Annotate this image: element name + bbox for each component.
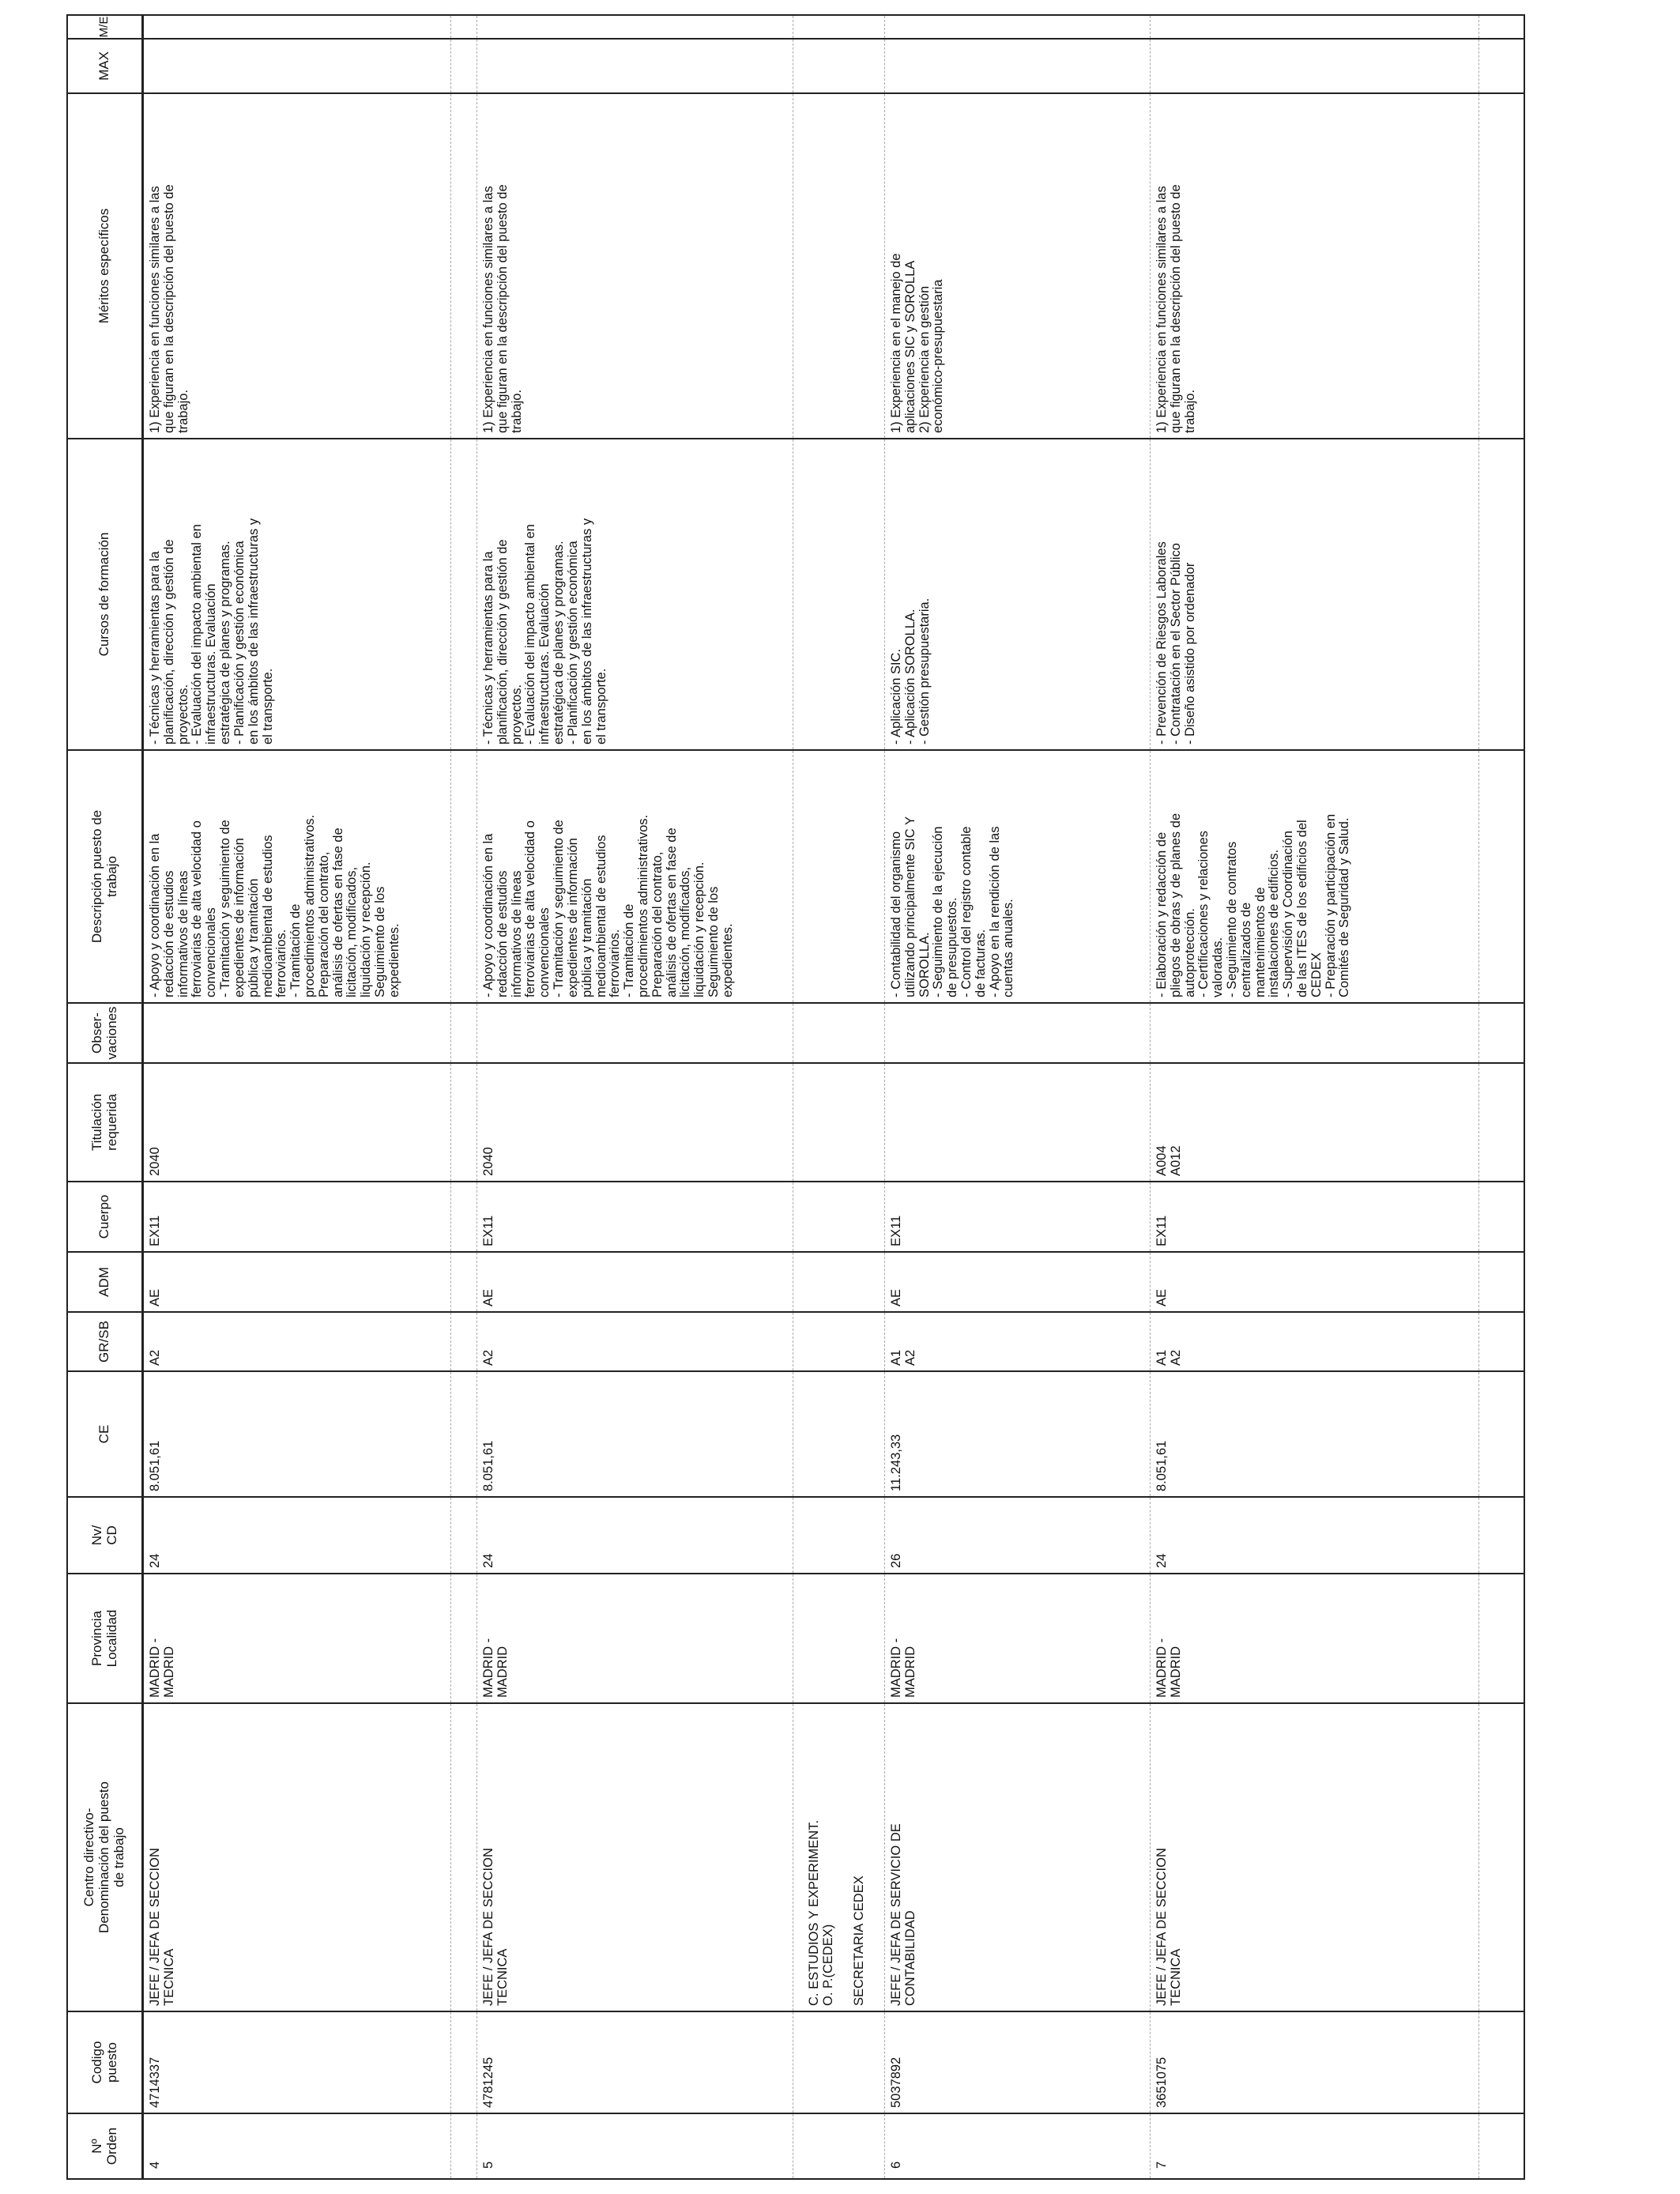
observaciones-cell [884,1003,1150,1063]
col-cursos: Cursos de formación [67,439,143,750]
centro-directivo-name: C. ESTUDIOS Y EXPERIMENT. O. P.(CEDEX) [806,1819,835,2006]
cuerpo-cell: EX11 [477,1182,793,1252]
col-nivel: Nv/ CD [67,1497,143,1574]
descripcion-cell: - Apoyo y coordinación en la redacción de estudios informativos de líneas ferroviarias de alta velocidad o convencionales - Tramitación y seguimiento de expedientes de información pública y tramitación medioambiental de estudios ferroviarios. - Tramitación de procedimientos administrativos. Preparación del contrato, análisis de ofertas en fase de licitación, modificados, liquidación y recepción. Seguimiento de los expedientes. [143,750,451,1003]
titulacion-cell: A004 A012 [1150,1063,1478,1182]
cuerpo-cell: EX11 [1150,1182,1478,1252]
table-row [884,15,1150,2179]
me-cell [477,15,793,39]
grupo-cell: A2 [477,1312,793,1371]
col-cuerpo: Cuerpo [67,1182,143,1252]
me-cell [1150,15,1478,39]
observaciones-cell [143,1003,451,1063]
nivel-cell: 26 [884,1497,1150,1574]
codigo-cell: 5037892 [884,2011,1150,2113]
table-row [143,15,451,2179]
codigo-cell: 4781245 [477,2011,793,2113]
meritos-cell: 1) Experiencia en el manejo de aplicaciones SIC y SOROLLA 2) Experiencia en gestión económico-presupuestaria [884,93,1150,439]
ce-cell: 8.051,61 [143,1371,451,1497]
ce-cell: 8.051,61 [1150,1371,1478,1497]
codigo-cell: 4714337 [143,2011,451,2113]
col-descripcion: Descripción puesto de trabajo [67,750,143,1003]
col-centro: Centro directivo- Denominación del puesto de trabajo [67,1703,143,2011]
table-row [1150,15,1478,2179]
max-cell [884,39,1150,93]
cursos-cell: - Prevención de Riesgos Laborales - Contratación en el Sector Público - Diseño asistido por ordenador [1150,439,1478,750]
col-provincia: Provincia Localidad [67,1574,143,1703]
codigo-cell: 3651075 [1150,2011,1478,2113]
titulacion-cell [884,1063,1150,1182]
col-titulacion: Titulación requerida [67,1063,143,1182]
nivel-cell: 24 [143,1497,451,1574]
centro-cell: JEFE / JEFA DE SERVICIO DE CONTABILIDAD [884,1703,1150,2011]
descripcion-cell: - Contabilidad del organismo utilizando principalmente SIC Y SOROLLA. - Seguimiento de la ejecución de presupuestos. - Control del registro contable de facturas. - Apoyo en la rendición de las cuentas anuales. [884,750,1150,1003]
col-orden: Nº Orden [67,2113,143,2179]
col-adm: ADM [67,1252,143,1312]
descripcion-cell: - Elaboración y redacción de pliegos de obras y de planes de autoprotección. - Certificaciones y relaciones valoradas. - Seguimiento de contratos centralizados de mantenimientos de instalaciones de edificios. - Supervisión y Coordinación de las ITES de los edificios del CEDEX - Preparación y participación en Comités de Seguridad y Salud. [1150,750,1478,1003]
adm-cell: AE [884,1252,1150,1312]
col-observaciones: Obser- vaciones [67,1003,143,1063]
spacer-row [451,15,477,2179]
adm-cell: AE [143,1252,451,1312]
orden-cell: 7 [1150,2113,1478,2179]
orden-cell: 5 [477,2113,793,2179]
centro-directivo-heading [793,1703,885,2011]
table-row [477,15,793,2179]
meritos-cell: 1) Experiencia en funciones similares a las que figuran en la descripción del puesto de trabajo. [1150,93,1478,439]
me-cell [884,15,1150,39]
me-cell [143,15,451,39]
grupo-cell: A1 A2 [1150,1312,1478,1371]
orden-cell: 6 [884,2113,1150,2179]
col-max: MAX [67,39,143,93]
centro-cell: JEFE / JEFA DE SECCION TECNICA [1150,1703,1478,2011]
centro-directivo-sub: SECRETARIA CEDEX [852,1875,867,2006]
cuerpo-cell: EX11 [143,1182,451,1252]
cursos-cell: - Aplicación SIC. - Aplicación SOROLLA. - Gestión presupuestaria. [884,439,1150,750]
col-meritos: Méritos específicos [67,93,143,439]
job-positions-table [66,14,1525,2180]
nivel-cell: 24 [1150,1497,1478,1574]
titulacion-cell: 2040 [143,1063,451,1182]
col-ce: CE [67,1371,143,1497]
cursos-cell: - Técnicas y herramientas para la planificación, dirección y gestión de proyectos. - Evaluación del impacto ambiental en infraestructuras. Evaluación estratégica de planes y programas. - Planificación y gestión económica en los ámbitos de las infraestructuras y el transporte. [143,439,451,750]
adm-cell: AE [477,1252,793,1312]
titulacion-cell: 2040 [477,1063,793,1182]
cursos-cell: - Técnicas y herramientas para la planificación, dirección y gestión de proyectos. - Evaluación del impacto ambiental en infraestructuras. Evaluación estratégica de planes y programas. - Planificación y gestión económica en los ámbitos de las infraestructuras y el transporte. [477,439,793,750]
provincia-cell: MADRID - MADRID [143,1574,451,1703]
spacer-row [1478,15,1524,2179]
provincia-cell: MADRID - MADRID [884,1574,1150,1703]
provincia-cell: MADRID - MADRID [477,1574,793,1703]
max-cell [477,39,793,93]
observaciones-cell [1150,1003,1478,1063]
max-cell [1150,39,1478,93]
col-grupo: GR/SB [67,1312,143,1371]
cuerpo-cell: EX11 [884,1182,1150,1252]
meritos-cell: 1) Experiencia en funciones similares a las que figuran en la descripción del puesto de trabajo. [477,93,793,439]
adm-cell: AE [1150,1252,1478,1312]
col-codigo: Codigo puesto [67,2011,143,2113]
ce-cell: 8.051,61 [477,1371,793,1497]
context-row [793,15,885,2179]
ce-cell: 11.243,33 [884,1371,1150,1497]
provincia-cell: MADRID - MADRID [1150,1574,1478,1703]
orden-cell: 4 [143,2113,451,2179]
observaciones-cell [477,1003,793,1063]
header-row [67,15,143,2179]
descripcion-cell: - Apoyo y coordinación en la redacción de estudios informativos de líneas ferroviarias de alta velocidad o convencionales - Tramitación y seguimiento de expedientes de información pública y tramitación medioambiental de estudios ferroviarios. - Tramitación de procedimientos administrativos. Preparación del contrato, análisis de ofertas en fase de licitación, modificados, liquidación y recepción. Seguimiento de los expedientes. [477,750,793,1003]
nivel-cell: 24 [477,1497,793,1574]
col-me: M/E [67,15,143,39]
meritos-cell: 1) Experiencia en funciones similares a las que figuran en la descripción del puesto de trabajo. [143,93,451,439]
grupo-cell: A2 [143,1312,451,1371]
centro-cell: JEFE / JEFA DE SECCION TECNICA [477,1703,793,2011]
max-cell [143,39,451,93]
grupo-cell: A1 A2 [884,1312,1150,1371]
centro-cell: JEFE / JEFA DE SECCION TECNICA [143,1703,451,2011]
